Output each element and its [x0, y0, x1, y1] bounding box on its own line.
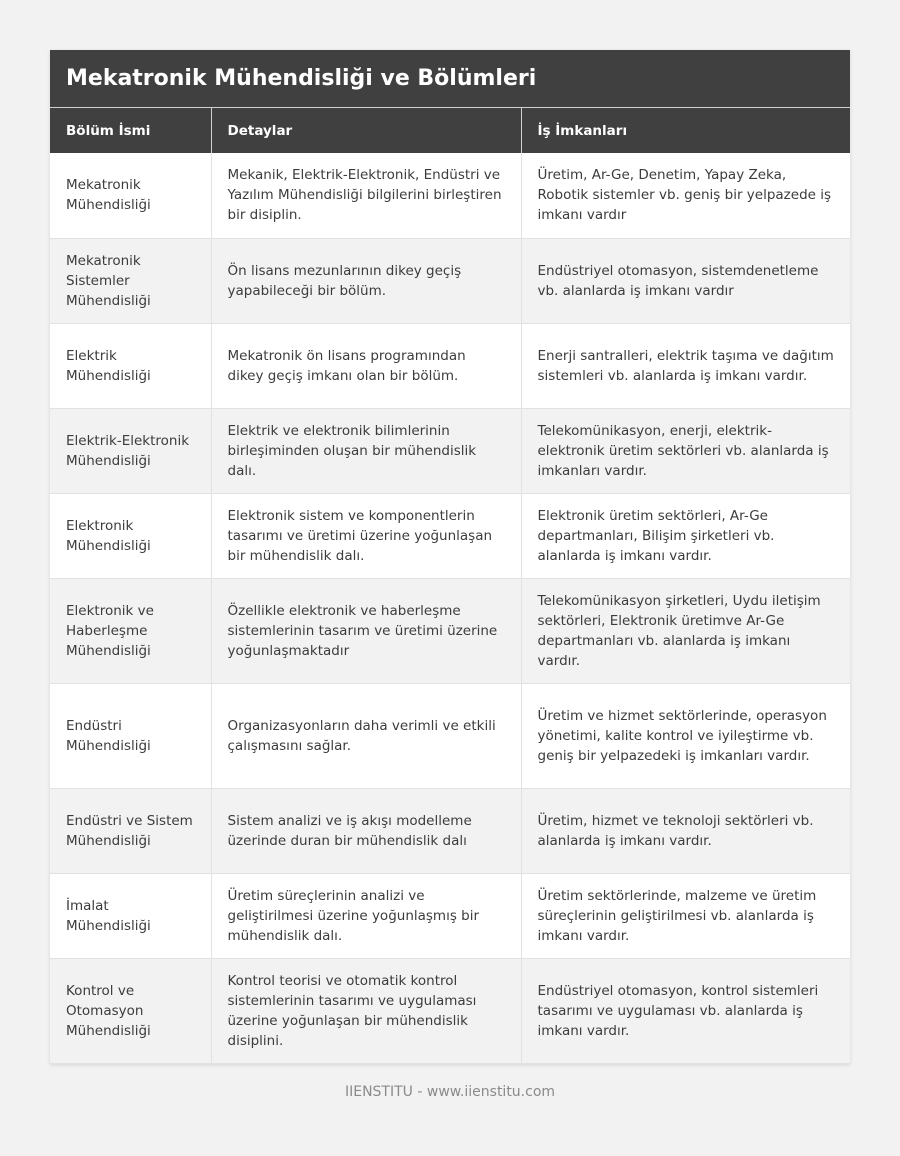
details-cell: Elektrik ve elektronik bilimlerinin birleşiminden oluşan bir mühendislik dalı. — [211, 408, 521, 493]
jobs-cell: Elektronik üretim sektörleri, Ar-Ge departmanları, Bilişim şirketleri vb. alanlarda iş imkanı vardır. — [521, 493, 850, 578]
table-row — [50, 683, 850, 788]
department-cell: Kontrol ve Otomasyon Mühendisliği — [50, 958, 211, 1063]
table-row — [50, 578, 850, 683]
table-title: Mekatronik Mühendisliği ve Bölümleri — [50, 50, 850, 108]
table-row — [50, 408, 850, 493]
jobs-cell: Üretim sektörlerinde, malzeme ve üretim süreçlerinin geliştirilmesi vb. alanlarda iş imkanı vardır. — [521, 873, 850, 958]
department-cell: Elektrik Mühendisliği — [50, 323, 211, 408]
table-row — [50, 323, 850, 408]
details-cell: Mekanik, Elektrik-Elektronik, Endüstri ve Yazılım Mühendisliği bilgilerini birleştiren bir disiplin. — [211, 153, 521, 238]
details-cell: Sistem analizi ve iş akışı modelleme üzerinde duran bir mühendislik dalı — [211, 788, 521, 873]
details-cell: Ön lisans mezunlarının dikey geçiş yapabileceği bir bölüm. — [211, 238, 521, 323]
header-row — [50, 108, 850, 153]
department-cell: Endüstri ve Sistem Mühendisliği — [50, 788, 211, 873]
jobs-cell: Endüstriyel otomasyon, sistemdenetleme vb. alanlarda iş imkanı vardır — [521, 238, 850, 323]
details-cell: Mekatronik ön lisans programından dikey geçiş imkanı olan bir bölüm. — [211, 323, 521, 408]
table-row — [50, 238, 850, 323]
jobs-cell: Telekomünikasyon şirketleri, Uydu iletişim sektörleri, Elektronik üretimve Ar-Ge departmanları vb. alanlarda iş imkanı vardır. — [521, 578, 850, 683]
department-cell: Elektronik ve Haberleşme Mühendisliği — [50, 578, 211, 683]
department-cell: Endüstri Mühendisliği — [50, 683, 211, 788]
footer-credit: IIENSTITU - www.iienstitu.com — [344, 1084, 556, 1100]
jobs-cell: Telekomünikasyon, enerji, elektrik-elektronik üretim sektörleri vb. alanlarda iş imkanları vardır. — [521, 408, 850, 493]
department-cell: Elektrik-Elektronik Mühendisliği — [50, 408, 211, 493]
departments-table — [50, 108, 850, 1064]
jobs-cell: Üretim, Ar-Ge, Denetim, Yapay Zeka, Robotik sistemler vb. geniş bir yelpazede iş imkanı vardır — [521, 153, 850, 238]
details-cell: Organizasyonların daha verimli ve etkili çalışmasını sağlar. — [211, 683, 521, 788]
jobs-cell: Üretim, hizmet ve teknoloji sektörleri vb. alanlarda iş imkanı vardır. — [521, 788, 850, 873]
department-cell: Mekatronik Mühendisliği — [50, 153, 211, 238]
details-cell: Kontrol teorisi ve otomatik kontrol sistemlerinin tasarımı ve uygulaması üzerine yoğunlaşan bir mühendislik disiplini. — [211, 958, 521, 1063]
table-row — [50, 873, 850, 958]
table-card — [50, 50, 850, 1064]
table-row — [50, 493, 850, 578]
table-row — [50, 153, 850, 238]
column-header-department: Bölüm İsmi — [50, 108, 211, 153]
jobs-cell: Enerji santralleri, elektrik taşıma ve dağıtım sistemleri vb. alanlarda iş imkanı vardır. — [521, 323, 850, 408]
details-cell: Üretim süreçlerinin analizi ve geliştirilmesi üzerine yoğunlaşmış bir mühendislik dalı. — [211, 873, 521, 958]
department-cell: İmalat Mühendisliği — [50, 873, 211, 958]
column-header-details: Detaylar — [211, 108, 521, 153]
department-cell: Mekatronik Sistemler Mühendisliği — [50, 238, 211, 323]
department-cell: Elektronik Mühendisliği — [50, 493, 211, 578]
jobs-cell: Endüstriyel otomasyon, kontrol sistemleri tasarımı ve uygulaması vb. alanlarda iş imkanı vardır. — [521, 958, 850, 1063]
table-row — [50, 958, 850, 1063]
column-header-jobs: İş İmkanları — [521, 108, 850, 153]
table-row — [50, 788, 850, 873]
jobs-cell: Üretim ve hizmet sektörlerinde, operasyon yönetimi, kalite kontrol ve iyileştirme vb. geniş bir yelpazedeki iş imkanları vardır. — [521, 683, 850, 788]
details-cell: Özellikle elektronik ve haberleşme sistemlerinin tasarım ve üretimi üzerine yoğunlaşmaktadır — [211, 578, 521, 683]
details-cell: Elektronik sistem ve komponentlerin tasarımı ve üretimi üzerine yoğunlaşan bir mühendislik dalı. — [211, 493, 521, 578]
